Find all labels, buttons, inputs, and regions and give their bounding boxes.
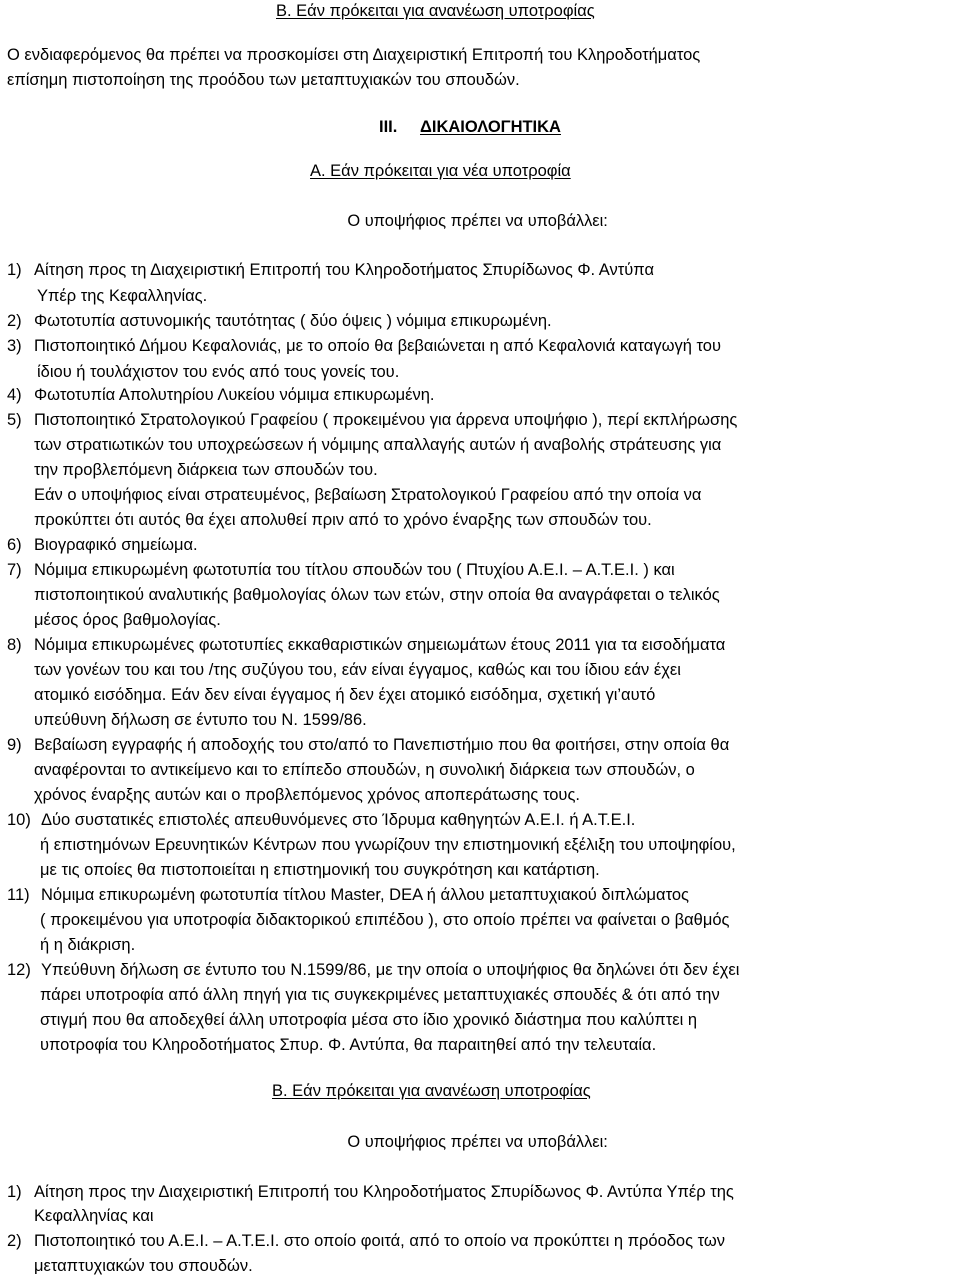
list-item-line: χρόνος έναρξης αυτών και ο προβλεπόμενος χρόνος αποπεράτωσης τους. — [34, 786, 580, 804]
list-item-line: ή επιστημόνων Ερευνητικών Κέντρων που γνωρίζουν την επιστημονική εξέλιξη του υποψηφίου, — [40, 836, 736, 854]
list-item-line: πιστοποιητικού αναλυτικής βαθμολογίας όλων των ετών, στην οποία θα αναγράφεται ο τελικός — [34, 586, 720, 604]
list-item-line: Βεβαίωση εγγραφής ή αποδοχής του στο/από το Πανεπιστήμιο που θα φοιτήσει, στην οποία θα — [34, 736, 730, 754]
list-item-line: ατομικό εισόδημα. Εάν δεν είναι έγγαμος ή δεν έχει ατομικό εισόδημα, σχετική γι’αυτό — [34, 686, 656, 704]
list-item-line: Υπέρ της Κεφαλληνίας. — [37, 287, 208, 305]
list-item-line: μέσος όρος βαθμολογίας. — [34, 611, 221, 629]
list-item-line: Νόμιμα επικυρωμένη φωτοτυπία τίτλου Master, DEA ή άλλου μεταπτυχιακού διπλώματος — [41, 886, 689, 904]
subsection-heading-new: Α. Εάν πρόκειται για νέα υποτροφία — [310, 162, 571, 180]
list-item-line: ( προκειμένου για υποτροφία διδακτορικού επιπέδου ), στο οποίο πρέπει να φαίνεται ο βαθμός — [40, 911, 730, 929]
list-item-line: στιγμή που θα αποδεχθεί άλλη υποτροφία μέσα στο ίδιο χρονικό διάστημα που καλύπτει η — [40, 1011, 698, 1029]
list-item-line: Πιστοποιητικό του Α.Ε.Ι. – Α.Τ.Ε.Ι. στο οποίο φοιτά, από το οποίο να προκύπτει η πρόοδος των — [34, 1232, 726, 1250]
list-item-number: 4) — [7, 386, 22, 404]
list-item-number: 11) — [7, 886, 30, 904]
subsection-intro: Ο υποψήφιος πρέπει να υποβάλλει: — [347, 212, 608, 230]
list-item-number: 8) — [7, 636, 22, 654]
list-item-line: Πιστοποιητικό Δήμου Κεφαλονιάς, με το οποίο θα βεβαιώνεται η από Κεφαλονιά καταγωγή του — [34, 337, 721, 355]
list-item-line: Εάν ο υποψήφιος είναι στρατευμένος, βεβαίωση Στρατολογικού Γραφείου από την οποία να — [34, 486, 702, 504]
list-item-number: 2) — [7, 312, 22, 330]
list-item-line: Κεφαλληνίας και — [34, 1207, 154, 1225]
list-item-line: προκύπτει ότι αυτός θα έχει απολυθεί πριν από το χρόνο έναρξης των σπουδών του. — [34, 511, 652, 529]
list-item-line: υποτροφία του Κληροδοτήματος Σπυρ. Φ. Αντύπα, θα παραιτηθεί από την τελευταία. — [40, 1036, 657, 1054]
list-item-number: 2) — [7, 1232, 22, 1250]
subsection-intro: Ο υποψήφιος πρέπει να υποβάλλει: — [347, 1133, 608, 1151]
list-item-line: υπεύθυνη δήλωση σε έντυπο του Ν. 1599/86. — [34, 711, 367, 729]
list-item-line: Αίτηση προς τη Διαχειριστική Επιτροπή του Κληροδοτήματος Σπυρίδωνος Φ. Αντύπα — [34, 261, 654, 279]
list-item-number: 6) — [7, 536, 22, 554]
list-item-line: με τις οποίες θα πιστοποιείται η επιστημονική του συγκρότηση και κατάρτιση. — [40, 861, 600, 879]
list-item-line: μεταπτυχιακών του σπουδών. — [34, 1257, 253, 1275]
paragraph-line: Ο ενδιαφερόμενος θα πρέπει να προσκομίσει στη Διαχειριστική Επιτροπή του Κληροδοτήματος — [7, 46, 701, 64]
list-item-line: Νόμιμα επικυρωμένες φωτοτυπίες εκκαθαριστικών σημειωμάτων έτους 2011 για τα εισοδήματα — [34, 636, 726, 654]
list-item-number: 1) — [7, 261, 22, 279]
list-item-line: Βιογραφικό σημείωμα. — [34, 536, 198, 554]
list-item-number: 9) — [7, 736, 22, 754]
list-item-line: Πιστοποιητικό Στρατολογικού Γραφείου ( προκειμένου για άρρενα υποψήφιο ), περί εκπλήρωσης — [34, 411, 738, 429]
list-item-number: 1) — [7, 1183, 22, 1201]
list-item-line: των γονέων του και του /της συζύγου του, εάν είναι έγγαμος, καθώς και του ίδιου εάν έχει — [34, 661, 681, 679]
section-heading-renewal-top: Β. Εάν πρόκειται για ανανέωση υποτροφίας — [276, 2, 595, 20]
list-item-line: ίδιου ή τουλάχιστον του ενός από τους γονείς του. — [37, 363, 400, 381]
list-item-number: 12) — [7, 961, 31, 979]
list-item-line: πάρει υποτροφία από άλλη πηγή για τις συγκεκριμένες μεταπτυχιακές σπουδές & ότι από την — [40, 986, 720, 1004]
section-title: ΔΙΚΑΙΟΛΟΓΗΤΙΚΑ — [420, 118, 561, 136]
subsection-heading-renewal: Β. Εάν πρόκειται για ανανέωση υποτροφίας — [272, 1082, 591, 1100]
list-item-line: Φωτοτυπία Απολυτηρίου Λυκείου νόμιμα επικυρωμένη. — [34, 386, 435, 404]
list-item-line: αναφέρονται το αντικείμενο και το επίπεδο σπουδών, η συνολική διάρκεια των σπουδών, ο — [34, 761, 695, 779]
paragraph-line: επίσημη πιστοποίηση της προόδου των μεταπτυχιακών του σπουδών. — [7, 71, 520, 89]
list-item-number: 3) — [7, 337, 22, 355]
list-item-line: Δύο συστατικές επιστολές απευθυνόμενες στο Ίδρυμα καθηγητών Α.Ε.Ι. ή Α.Τ.Ε.Ι. — [41, 811, 636, 829]
list-item-line: Νόμιμα επικυρωμένη φωτοτυπία του τίτλου σπουδών του ( Πτυχίου Α.Ε.Ι. – Α.Τ.Ε.Ι. ) και — [34, 561, 675, 579]
list-item-number: 7) — [7, 561, 22, 579]
list-item-line: Φωτοτυπία αστυνομικής ταυτότητας ( δύο όψεις ) νόμιμα επικυρωμένη. — [34, 312, 552, 330]
list-item-line: των στρατιωτικών του υποχρεώσεων ή νόμιμης απαλλαγής αυτών ή αναβολής στράτευσης για — [34, 436, 722, 454]
list-item-number: 10) — [7, 811, 31, 829]
list-item-line: ή η διάκριση. — [40, 936, 136, 954]
section-number: ΙΙΙ. — [379, 118, 398, 136]
list-item-line: την προβλεπόμενη διάρκεια των σπουδών του. — [34, 461, 378, 479]
list-item-line: Αίτηση προς την Διαχειριστική Επιτροπή του Κληροδοτήματος Σπυρίδωνος Φ. Αντύπα Υπέρ της — [34, 1183, 734, 1201]
list-item-number: 5) — [7, 411, 22, 429]
list-item-line: Υπεύθυνη δήλωση σε έντυπο του Ν.1599/86, με την οποία ο υποψήφιος θα δηλώνει ότι δεν έχει — [41, 961, 740, 979]
